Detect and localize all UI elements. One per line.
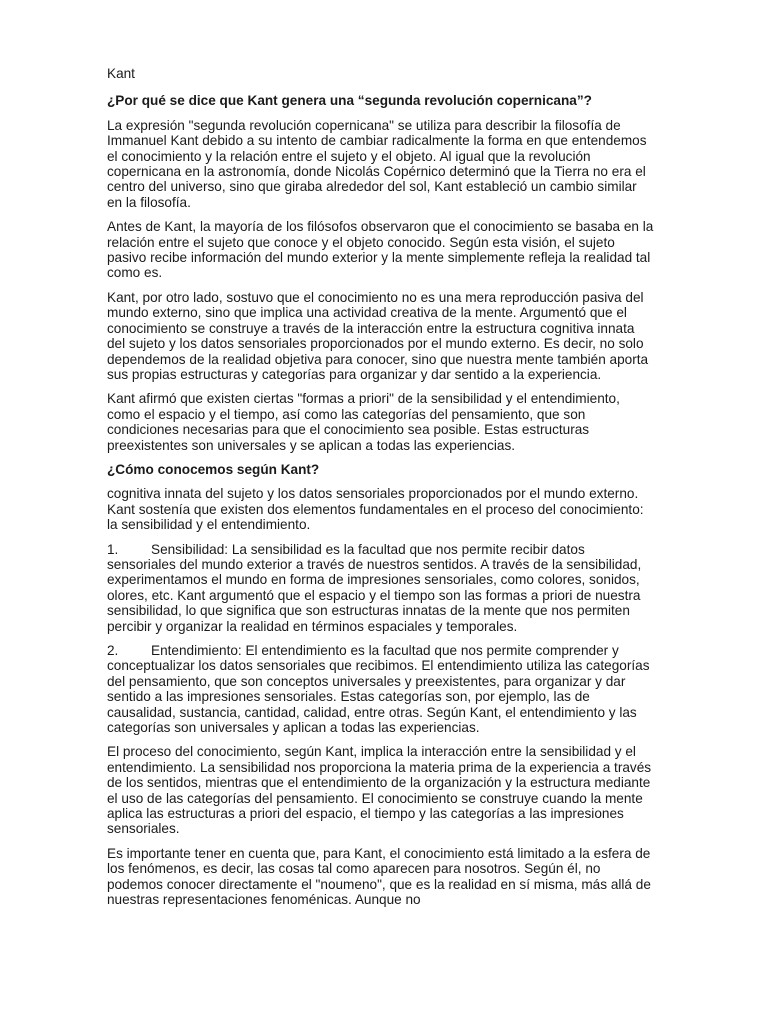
- list-item-text: Sensibilidad: La sensibilidad es la facultad que nos permite recibir datos sensoriales del mundo exterior a través de nuestros sentidos. A través de la sensibilidad, experimentamos el mundo en forma de impresiones sensoriales, como colores, sonidos, olores, etc. Kant argumentó que el espacio y el tiempo son las formas a priori de nuestra sensibilidad, lo que significa que son estructuras innatas de la mente que nos permiten percibir y organizar la realidad en términos espaciales y temporales.: [107, 541, 642, 634]
- document-title: Kant: [107, 66, 135, 81]
- paragraph: Es importante tener en cuenta que, para Kant, el conocimiento está limitado a la esfera de los fenómenos, es decir, las cosas tal como aparecen para nosotros. Según él, no podemos conocer directamente el "noumeno", que es la realidad en sí misma, más allá de nuestras representaciones fenoménicas. Aunque no: [107, 845, 651, 908]
- document-page: [107, 66, 655, 917]
- paragraph: Kant afirmó que existen ciertas "formas a priori" de la sensibilidad y el entendimiento, como el espacio y el tiempo, así como las categorías del pensamiento, que son condiciones necesarias para que el conocimiento sea posible. Estas estructuras preexistentes son universales y se aplican a todas las experiencias.: [107, 391, 620, 453]
- section-heading-how-we-know: ¿Cómo conocemos según Kant?: [107, 461, 320, 477]
- list-number: 1.: [107, 541, 119, 557]
- paragraph: Antes de Kant, la mayoría de los filósofos observaron que el conocimiento se basaba en la relación entre el sujeto que conoce y el objeto conocido. Según esta visión, el sujeto pasivo recibe información del mundo exterior y la mente simplemente refleja la realidad tal como es.: [107, 219, 654, 281]
- list-item-text: Entendimiento: El entendimiento es la facultad que nos permite comprender y conceptualizar los datos sensoriales que recibimos. El entendimiento utiliza las categorías del pensamiento, que son conceptos universales y preexistentes, para organizar y dar sentido a las impresiones sensoriales. Estas categorías son, por ejemplo, las de causalidad, sustancia, cantidad, calidad, entre otras. Según Kant, el entendimiento y las categorías son universales y aplican a todas las experiencias.: [107, 643, 650, 736]
- paragraph: El proceso del conocimiento, según Kant, implica la interacción entre la sensibilidad y el entendimiento. La sensibilidad nos proporciona la materia prima de la experiencia a través de los sentidos, mientras que el entendimiento de la organización y la estructura mediante el uso de las categorías del pensamiento. El conocimiento se construye cuando la mente aplica las estructuras a priori del espacio, el tiempo y las categorías a las impresiones sensoriales.: [107, 744, 652, 837]
- section-heading-revolution: ¿Por qué se dice que Kant genera una “segunda revolución copernicana”?: [107, 93, 592, 109]
- paragraph: Kant, por otro lado, sostuvo que el conocimiento no es una mera reproducción pasiva del mundo externo, sino que implica una actividad creativa de la mente. Argumentó que el conocimiento se construye a través de la interacción entre la estructura cognitiva innata del sujeto y los datos sensoriales proporcionados por el mundo externo. Es decir, no solo dependemos de la realidad objetiva para conocer, sino que nuestra mente también aporta sus propias estructuras y categorías para organizar y dar sentido a la experiencia.: [107, 289, 649, 382]
- list-item: [107, 542, 655, 634]
- paragraph: La expresión "segunda revolución copernicana" se utiliza para describir la filosofía de Immanuel Kant debido a su intento de cambiar radicalmente la forma en que entendemos el conocimiento y la relación entre el sujeto y el objeto. Al igual que la revolución copernicana en la astronomía, donde Nicolás Copérnico determinó que la Tierra no era el centro del universo, sino que giraba alrededor del sol, Kant estableció un cambio similar en la filosofía.: [107, 117, 647, 210]
- list-item: [107, 643, 655, 735]
- list-number: 2.: [107, 643, 119, 658]
- paragraph: cognitiva innata del sujeto y los datos sensoriales proporcionados por el mundo externo. Kant sostenía que existen dos elementos fundamentales en el proceso del conocimiento: la sensibilidad y el entendimiento.: [107, 486, 644, 533]
